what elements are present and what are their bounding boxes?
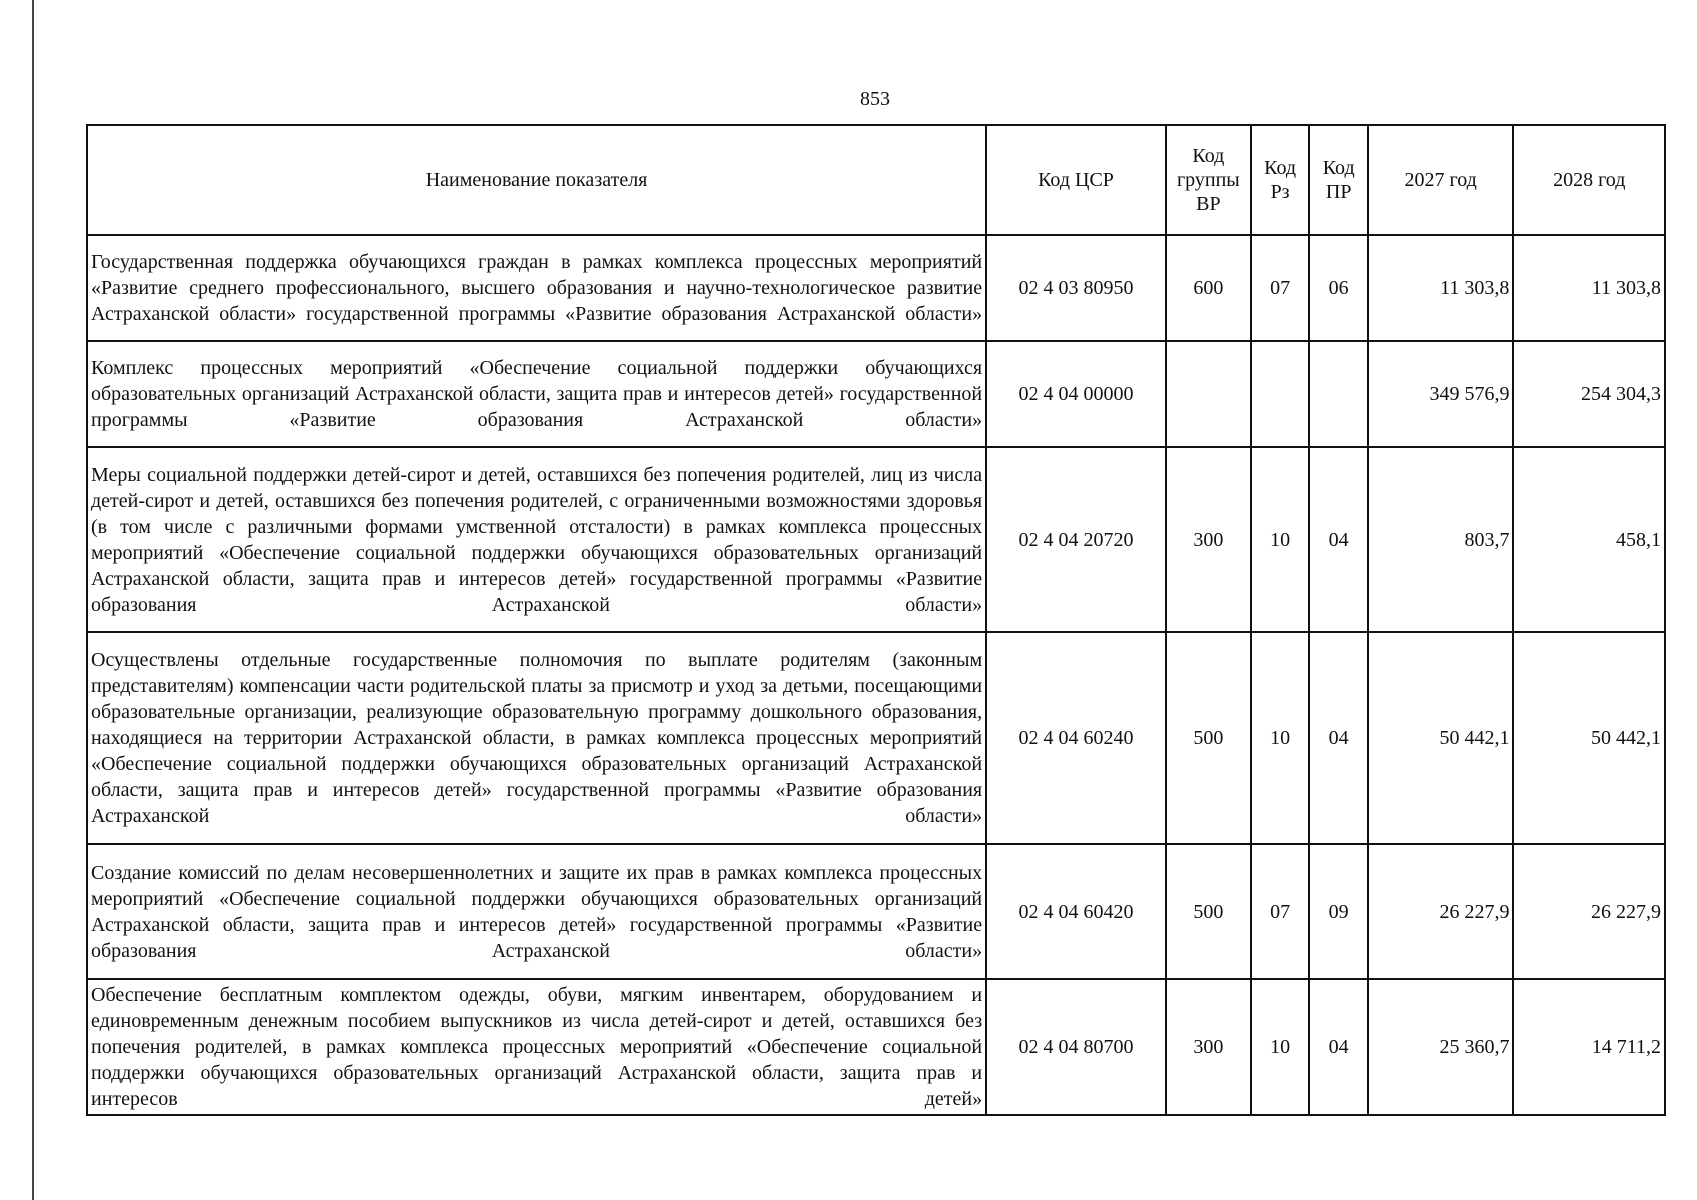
header-vr — [1166, 125, 1251, 235]
row-pr: 04 — [1309, 979, 1368, 1115]
row-rz: 10 — [1251, 979, 1310, 1115]
row-name: Государственная поддержка обучающихся граждан в рамках комплекса процессных мероприятий «Развитие среднего профессионального, высшего образования и научно-технологическое развитие Астраханской области» государственной программы «Развитие образования Астраханской области» — [87, 235, 986, 341]
header-rz — [1251, 125, 1310, 235]
row-vr: 500 — [1166, 844, 1251, 979]
row-rz: 07 — [1251, 235, 1310, 341]
page-number: 853 — [860, 88, 890, 110]
header-vr-line2: группы — [1176, 169, 1240, 191]
table-row — [87, 844, 1665, 979]
header-name: Наименование показателя — [87, 125, 986, 235]
row-csr: 02 4 03 80950 — [986, 235, 1166, 341]
table-row — [87, 979, 1665, 1115]
row-name: Осуществлены отдельные государственные полномочия по выплате родителям (законным представителям) компенсации части родительской платы за присмотр и уход за детьми, посещающими образовательные организации, реализующие образовательную программу дошкольного образования, находящиеся на территории Астраханской области, в рамках комплекса процессных мероприятий «Обеспечение социальной поддержки обучающихся образовательных организаций Астраханской области, защита прав и интересов детей» государственной программы «Развитие образования Астраханской области» — [87, 632, 986, 844]
header-rz-line2: Рз — [1270, 181, 1290, 203]
row-2028: 254 304,3 — [1513, 341, 1665, 447]
table-body — [87, 235, 1665, 1115]
header-rz-line1: Код — [1264, 157, 1297, 179]
row-csr: 02 4 04 60240 — [986, 632, 1166, 844]
row-name: Комплекс процессных мероприятий «Обеспечение социальной поддержки обучающихся образовательных организаций Астраханской области, защита прав и интересов детей» государственной программы «Развитие образования Астраханской области» — [87, 341, 986, 447]
row-vr — [1166, 341, 1251, 447]
budget-table — [86, 124, 1666, 1116]
row-2028: 50 442,1 — [1513, 632, 1665, 844]
header-vr-line3: ВР — [1196, 193, 1221, 215]
row-2027: 26 227,9 — [1368, 844, 1513, 979]
header-pr — [1309, 125, 1368, 235]
row-rz: 10 — [1251, 632, 1310, 844]
row-2028: 26 227,9 — [1513, 844, 1665, 979]
row-name: Меры социальной поддержки детей-сирот и детей, оставшихся без попечения родителей, лиц из числа детей-сирот и детей, оставшихся без попечения родителей, с ограниченными возможностями здоровья (в том числе с различными формами умственной отсталости) в рамках комплекса процессных мероприятий «Обеспечение социальной поддержки обучающихся образовательных организаций Астраханской области, защита прав и интересов детей» государственной программы «Развитие образования Астраханской области» — [87, 447, 986, 632]
row-vr: 300 — [1166, 979, 1251, 1115]
table-row — [87, 447, 1665, 632]
row-2027: 25 360,7 — [1368, 979, 1513, 1115]
table-row — [87, 341, 1665, 447]
page-margin-line — [32, 0, 34, 1200]
row-csr: 02 4 04 80700 — [986, 979, 1166, 1115]
row-2027: 803,7 — [1368, 447, 1513, 632]
header-vr-line1: Код — [1192, 145, 1225, 167]
row-vr: 600 — [1166, 235, 1251, 341]
header-pr-line2: ПР — [1325, 181, 1352, 203]
header-pr-line1: Код — [1322, 157, 1355, 179]
row-pr — [1309, 341, 1368, 447]
row-2027: 50 442,1 — [1368, 632, 1513, 844]
header-row — [87, 125, 1665, 235]
row-2027: 349 576,9 — [1368, 341, 1513, 447]
row-2027: 11 303,8 — [1368, 235, 1513, 341]
row-2028: 11 303,8 — [1513, 235, 1665, 341]
row-pr: 06 — [1309, 235, 1368, 341]
row-pr: 09 — [1309, 844, 1368, 979]
row-csr: 02 4 04 60420 — [986, 844, 1166, 979]
table-row — [87, 632, 1665, 844]
row-vr: 300 — [1166, 447, 1251, 632]
row-vr: 500 — [1166, 632, 1251, 844]
row-rz — [1251, 341, 1310, 447]
row-name: Обеспечение бесплатным комплектом одежды, обуви, мягким инвентарем, оборудованием и единовременным денежным пособием выпускников из числа детей-сирот и детей, оставшихся без попечения родителей, в рамках комплекса процессных мероприятий «Обеспечение социальной поддержки обучающихся образовательных организаций Астраханской области, защита прав и интересов детей» — [87, 979, 986, 1115]
row-pr: 04 — [1309, 632, 1368, 844]
row-2028: 458,1 — [1513, 447, 1665, 632]
header-2027: 2027 год — [1368, 125, 1513, 235]
table-header — [87, 125, 1665, 235]
header-2028: 2028 год — [1513, 125, 1665, 235]
table-row — [87, 235, 1665, 341]
row-rz: 10 — [1251, 447, 1310, 632]
row-name: Создание комиссий по делам несовершеннолетних и защите их прав в рамках комплекса процессных мероприятий «Обеспечение социальной поддержки обучающихся образовательных организаций Астраханской области, защита прав и интересов детей» государственной программы «Развитие образования Астраханской области» — [87, 844, 986, 979]
row-pr: 04 — [1309, 447, 1368, 632]
row-csr: 02 4 04 20720 — [986, 447, 1166, 632]
row-csr: 02 4 04 00000 — [986, 341, 1166, 447]
row-2028: 14 711,2 — [1513, 979, 1665, 1115]
header-csr: Код ЦСР — [986, 125, 1166, 235]
row-rz: 07 — [1251, 844, 1310, 979]
